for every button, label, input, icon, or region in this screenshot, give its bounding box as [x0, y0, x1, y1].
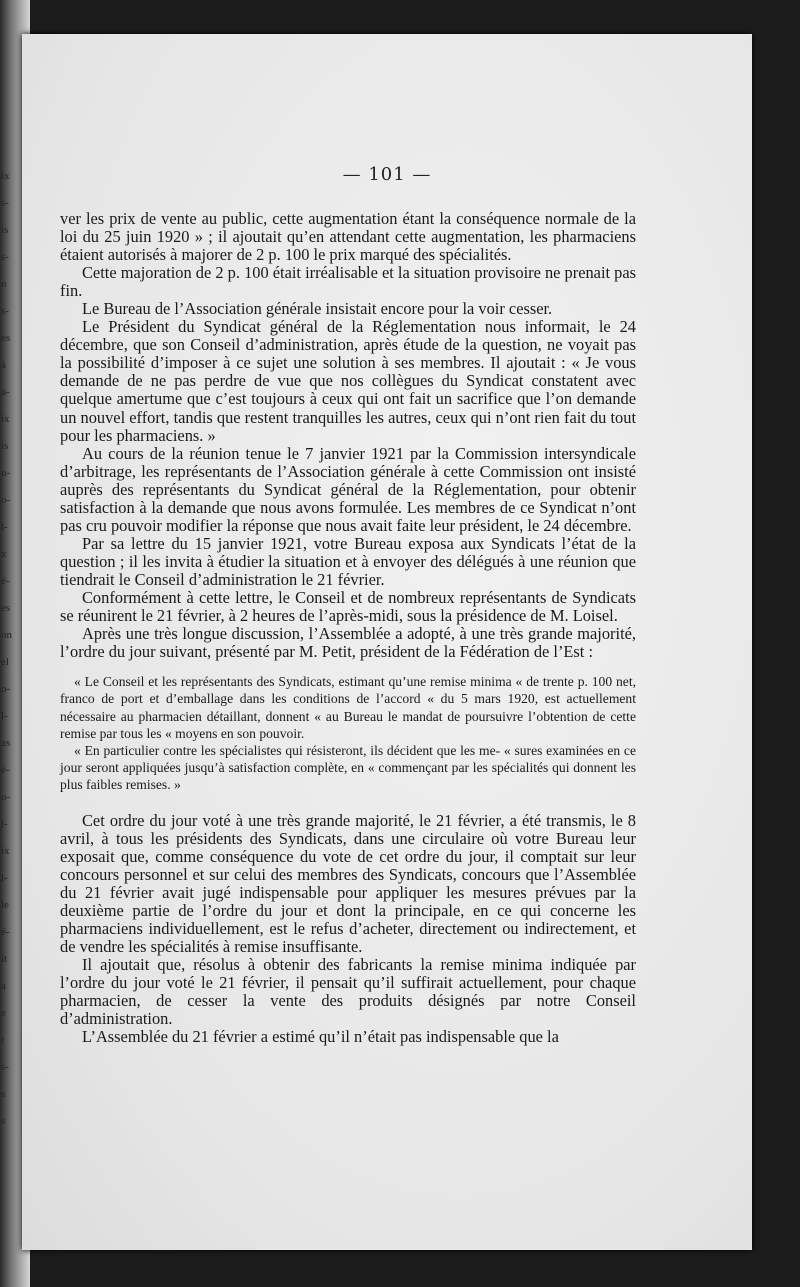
margin-fragment: l- [1, 710, 8, 722]
paragraph: Le Bureau de l’Association générale insistait encore pour la voir cesser. [82, 299, 553, 319]
quote-paragraph: « Le Conseil et les représentants des Syndicats, estimant qu’une remise minima « de trente p. 100 net, franco de port et d’emballage dans les conditions de l’accord « du 5 mars 1920, est actuellement nécessaire au pharmacien détaillant, donnent « au Bureau le mandat de poursuivre l’obtention de cette remise par tous les « moyens en son pouvoir. [60, 674, 636, 741]
margin-fragment: l- [1, 872, 8, 884]
paragraph: Cet ordre du jour voté à une très grande majorité, le 21 février, a été transmis, le 8 avril, à tous les présidents des Syndicats, dans une circulaire où votre Bureau leur exposait que, comme conséquence du vote de cet ordre du jour, il comptait sur leur concours personnel et sur celui des membres des Syndicats, concours que l’Assemblée du 21 février avait jugé indispensable pour appliquer les mesures prévues par la deuxième partie de l’ordre du jour et dont la principale, en ce qui concerne les pharmaciens individuellement, est le refus d’acheter, directement ou indirectement, et de vendre les spécialités à remise insuffisante. [60, 810, 636, 956]
paragraph: L’Assemblée du 21 février a estimé qu’il n’était pas indispensable que la [82, 1027, 559, 1047]
margin-fragment: x [1, 548, 7, 560]
margin-fragment: n [1, 278, 7, 290]
margin-fragment: t [1, 1034, 5, 1046]
margin-fragment: s [1, 1088, 6, 1100]
body-text [60, 210, 636, 1046]
margin-fragment: el [1, 656, 9, 668]
margin-fragment: à [1, 359, 6, 371]
margin-fragment: s- [1, 305, 9, 317]
quote-paragraph: « En particulier contre les spécialistes qui résisteront, ils décident que les me- « sures examinées en ce jour seront appliquées jusqu’à satisfaction complète, en « commençant par les spécialités qui donnent les plus faibles remises. » [60, 742, 636, 793]
paragraph: ver les prix de vente au public, cette augmentation étant la conséquence normale de la loi du 25 juin 1920 » ; il ajoutait qu’en attendant cette augmentation, les pharmaciens étaient autorisés à majorer de 2 p. 100 le prix marqué des spécialités. [60, 209, 636, 265]
margin-fragment: e [1, 1007, 6, 1019]
paragraph: Après une très longue discussion, l’Assemblée a adopté, à une très grande majorité, l’ordre du jour suivant, présenté par M. Petit, président de la Fédération de l’Est : [60, 624, 636, 662]
margin-fragment: u- [1, 467, 11, 479]
margin-fragment: l- [1, 521, 8, 533]
margin-fragment: as [1, 737, 11, 749]
quoted-resolution [60, 673, 636, 793]
margin-fragment: es [1, 332, 11, 344]
margin-fragment: é- [1, 764, 10, 776]
paragraph: Au cours de la réunion tenue le 7 janvier 1921 par la Commission intersyndicale d’arbitrage, les représentants de l’Association générale à cette Commission ont insisté auprès des représentants du Syndicat général de la Réglementation, pour obtenir satisfaction à la demande que nous avons formulée. Les membres de ce Syndicat n’ont pas cru pouvoir modifier la réponse que nous avait faite leur président, le 24 décembre. [60, 443, 636, 535]
margin-fragment: é- [1, 575, 10, 587]
paragraph: Par sa lettre du 15 janvier 1921, votre Bureau exposa aux Syndicats l’état de la question ; il les invita à étudier la situation et à envoyer des délégués à une réunion que tiendrait le Conseil d’administration le 21 février. [60, 533, 636, 589]
margin-fragment: o- [1, 494, 11, 506]
paragraph: Il ajoutait que, résolus à obtenir des fabricants la remise minima indiquée par l’ordre du jour voté le 21 février, il pensait qu’il suffirait actuellement, pour chaque pharmacien, de cesser la vente des produits désignés par notre Conseil d’administration. [60, 954, 636, 1029]
margin-fragment: ix [1, 845, 10, 857]
margin-fragment: s- [1, 197, 9, 209]
margin-fragment: is [1, 440, 9, 452]
page-number: — 101 — [342, 164, 432, 185]
margin-fragment: a- [1, 386, 10, 398]
margin-fragment: s- [1, 251, 9, 263]
margin-fragment: le [1, 899, 9, 911]
paragraph: Conformément à cette lettre, le Conseil et de nombreux représentants de Syndicats se réunirent le 21 février, à 2 heures de l’après-midi, sous la présidence de M. Loisel. [60, 587, 636, 626]
margin-fragment: a [1, 980, 6, 992]
margin-fragment: s- [1, 1061, 9, 1073]
margin-fragment: s [1, 1115, 6, 1127]
paragraph: Le Président du Syndicat général de la Réglementation nous informait, le 24 décembre, que son Conseil d’administration, après étude de la question, ne voyait pas la possibilité d’imposer à ce sujet une solution à ses membres. Il ajoutait : « Je vous demande de ne pas perdre de vue que nos collègues du Syndicat constatent avec quelque amertume que c’est toujours à ceux qui ont fait un sacrifice que l’on demande un nouvel effort, tandis que restent tranquilles les autres, ceux qui n’ont rien fait du tout pour les pharmaciens. » [60, 317, 636, 445]
margin-fragment: ix [1, 170, 10, 182]
margin-fragment: o- [1, 683, 11, 695]
margin-fragment: é- [1, 926, 10, 938]
margin-fragment: on [1, 629, 12, 641]
book-page [22, 34, 752, 1250]
margin-fragment: o- [1, 791, 11, 803]
paragraph: Cette majoration de 2 p. 100 était irréalisable et la situation provisoire ne prenait pas fin. [60, 263, 636, 301]
margin-fragment: l- [1, 818, 8, 830]
margin-fragment: ix [1, 413, 10, 425]
margin-fragment: it [1, 953, 8, 965]
margin-fragment: es [1, 602, 11, 614]
margin-fragment: is [1, 224, 9, 236]
